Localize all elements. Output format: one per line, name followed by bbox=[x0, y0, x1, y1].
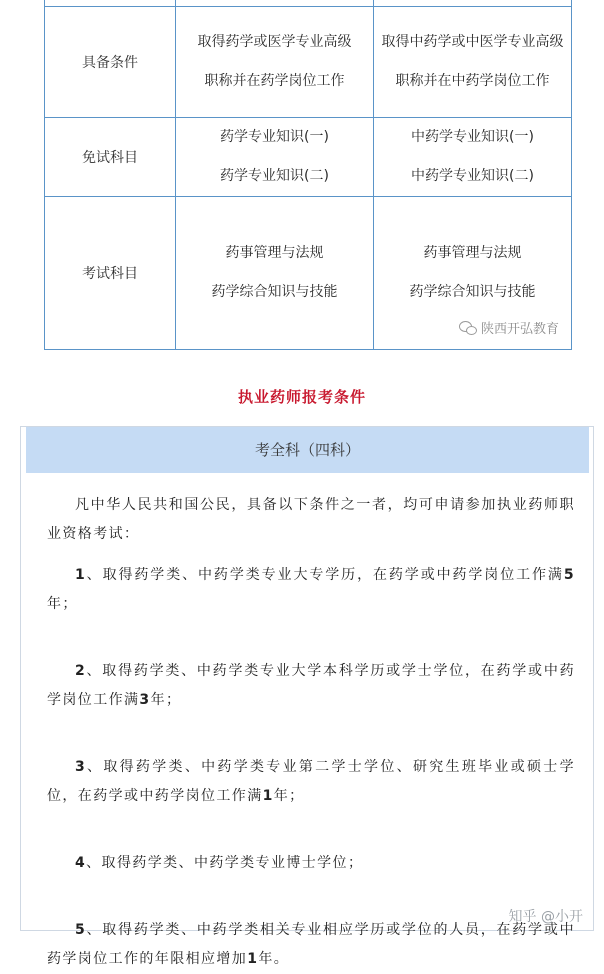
item-text-end: 年。 bbox=[258, 951, 290, 967]
item-text: 、取得药学类、中药学类专业大学本科学历或学士学位，在药学或中药学岗位工作满 bbox=[47, 663, 575, 708]
table-cell-western bbox=[176, 197, 374, 350]
cell-line: 取得中药学或中医学专业高级 bbox=[381, 34, 564, 50]
row-label: 具备条件 bbox=[45, 7, 176, 118]
cell-line: 药学专业知识(一) bbox=[220, 129, 329, 145]
conditions-table bbox=[44, 0, 572, 350]
requirements-box bbox=[20, 426, 594, 967]
table-cell-chinese bbox=[374, 7, 572, 118]
item-years: 1 bbox=[262, 788, 274, 804]
cell-line: 职称并在药学岗位工作 bbox=[204, 73, 345, 89]
item-text: 、取得药学类、中药学类专业大专学历，在药学或中药学岗位工作满 bbox=[86, 567, 564, 583]
requirements-intro: 凡中华人民共和国公民，具备以下条件之一者，均可申请参加执业药师职业资格考试： bbox=[47, 497, 575, 542]
table-cell-chinese bbox=[374, 118, 572, 197]
item-text: 、取得药学类、中药学类专业第二学士学位、研究生班毕业或硕士学位，在药学或中药学岗位工作满 bbox=[47, 759, 575, 804]
item-text: 、取得药学类、中药学类专业博士学位； bbox=[86, 855, 364, 871]
item-number: 2 bbox=[75, 663, 87, 679]
watermark-text: 陕西开弘教育 bbox=[480, 322, 559, 337]
table-cell-chinese bbox=[374, 197, 572, 350]
item-number: 4 bbox=[75, 855, 87, 871]
requirement-item bbox=[47, 657, 575, 715]
zhihu-watermark: 知乎 @小开 bbox=[508, 909, 583, 925]
wechat-icon bbox=[459, 321, 477, 335]
table-row bbox=[45, 7, 572, 118]
cell-line: 药事管理与法规 bbox=[423, 245, 522, 261]
item-text-end: 年； bbox=[47, 596, 78, 612]
item-years: 5 bbox=[563, 567, 575, 583]
item-years: 3 bbox=[139, 692, 151, 708]
table-row bbox=[45, 118, 572, 197]
cell-line: 药学综合知识与技能 bbox=[409, 284, 536, 300]
row-label: 考试科目 bbox=[45, 197, 176, 350]
requirements-header: 考全科（四科） bbox=[26, 427, 589, 473]
requirements-body bbox=[47, 491, 575, 974]
requirement-item bbox=[47, 753, 575, 811]
requirement-item bbox=[47, 849, 575, 878]
item-text-end: 年； bbox=[273, 788, 305, 804]
row-label: 免试科目 bbox=[45, 118, 176, 197]
item-years: 1 bbox=[247, 951, 259, 967]
cell-line: 药学专业知识(二) bbox=[220, 168, 329, 184]
cell-line: 中药学专业知识(二) bbox=[411, 168, 534, 184]
cell-line: 药事管理与法规 bbox=[225, 245, 324, 261]
requirement-item bbox=[47, 561, 575, 619]
requirement-item bbox=[47, 916, 575, 974]
table-cell-western bbox=[176, 7, 374, 118]
cell-line: 取得药学或医学专业高级 bbox=[197, 34, 352, 50]
item-text-end: 年； bbox=[150, 692, 182, 708]
cell-line: 职称并在中药学岗位工作 bbox=[395, 73, 550, 89]
cell-line: 药学综合知识与技能 bbox=[211, 284, 338, 300]
item-number: 3 bbox=[75, 759, 87, 775]
item-text: 、取得药学类、中药学类相关专业相应学历或学位的人员，在药学或中药学岗位工作的年限相应增加 bbox=[47, 922, 575, 967]
item-number: 5 bbox=[75, 922, 87, 938]
cell-line: 中药学专业知识(一) bbox=[411, 129, 534, 145]
table-cell-western bbox=[176, 118, 374, 197]
table-row bbox=[45, 197, 572, 350]
item-number: 1 bbox=[75, 567, 87, 583]
section-title: 执业药师报考条件 bbox=[237, 388, 366, 406]
source-watermark bbox=[459, 318, 559, 337]
